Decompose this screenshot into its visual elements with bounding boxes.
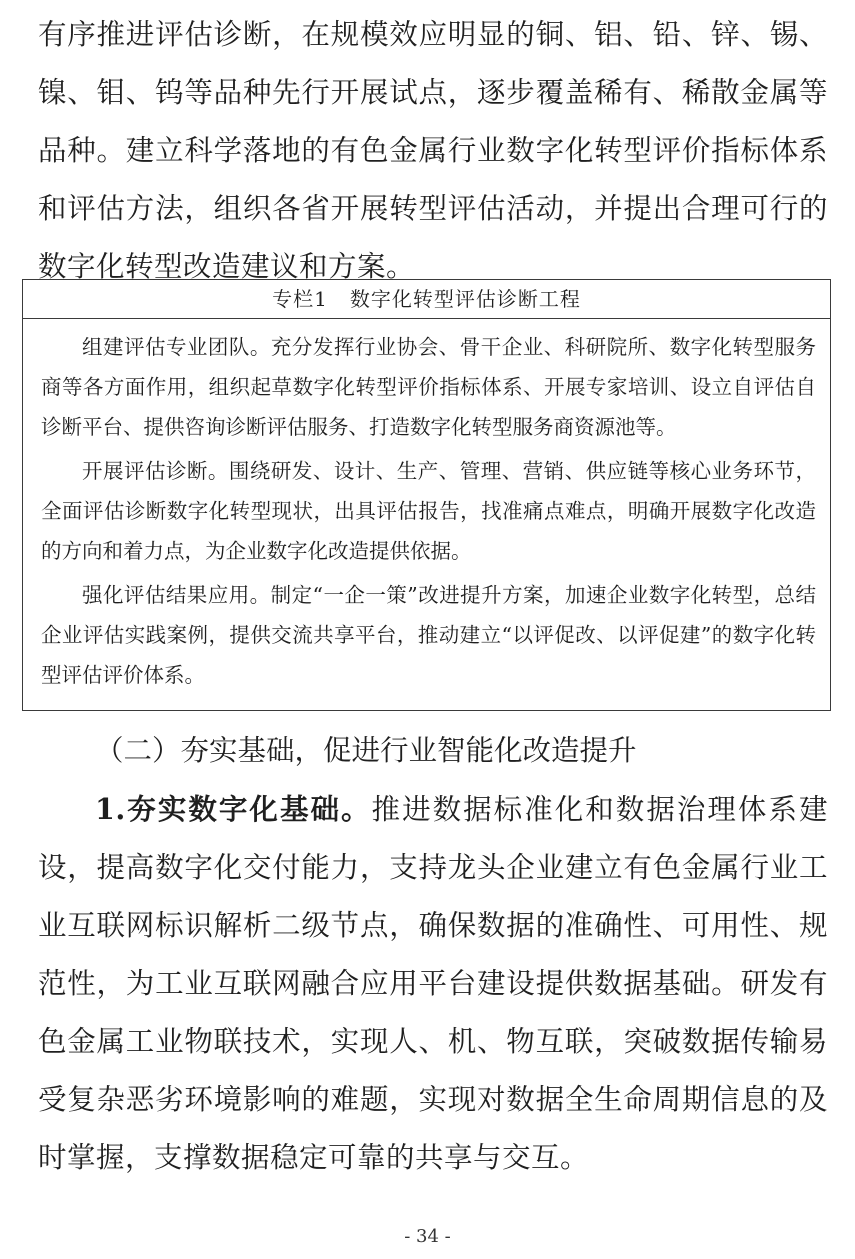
column-title: 数字化转型评估诊断工程: [349, 287, 581, 311]
column-label: 专栏1: [272, 287, 328, 311]
page-number: - 34 -: [404, 1226, 451, 1247]
column-paragraph-diagnosis: 开展评估诊断。围绕研发、设计、生产、管理、营销、供应链等核心业务环节，全面评估诊断数字化转型现状，出具评估报告，找准痛点难点，明确开展数字化改造的方向和着力点，为企业数字化改造提供依据。: [41, 459, 816, 563]
intro-paragraph: 有序推进评估诊断，在规模效应明显的铜、铝、铅、锌、锡、镍、钼、钨等品种先行开展试点，逐步覆盖稀有、稀散金属等品种。建立科学落地的有色金属行业数字化转型评价指标体系和评估方法，组织各省开展转型评估活动，并提出合理可行的数字化转型改造建议和方案。: [38, 18, 828, 283]
column-box-body: [23, 319, 830, 695]
column-paragraph-team: 组建评估专业团队。充分发挥行业协会、骨干企业、科研院所、数字化转型服务商等各方面作用，组织起草数字化转型评价指标体系、开展专家培训、设立自评估自诊断平台、提供咨询诊断评估服务、打造数字化转型服务商资源池等。: [41, 335, 816, 439]
column-box-title: [23, 280, 830, 319]
column-paragraph-application: 强化评估结果应用。制定“一企一策”改进提升方案，加速企业数字化转型，总结企业评估实践案例，提供交流共享平台，推动建立“以评促改、以评促建”的数字化转型评估评价体系。: [41, 583, 816, 687]
subsection-lead: 1.夯实数字化基础。: [95, 792, 372, 826]
subsection-body: 推进数据标准化和数据治理体系建设，提高数字化交付能力，支持龙头企业建立有色金属行业工业互联网标识解析二级节点，确保数据的准确性、可用性、规范性，为工业互联网融合应用平台建设提供数据基础。研发有色金属工业物联技术，实现人、机、物互联，突破数据传输易受复杂恶劣环境影响的难题，实现对数据全生命周期信息的及时掌握，支撑数据稳定可靠的共享与交互。: [38, 793, 828, 1174]
subsection-paragraph: [38, 780, 828, 1187]
section-heading: （二）夯实基础，促进行业智能化改造提升: [95, 734, 637, 767]
column-box: [22, 279, 831, 711]
